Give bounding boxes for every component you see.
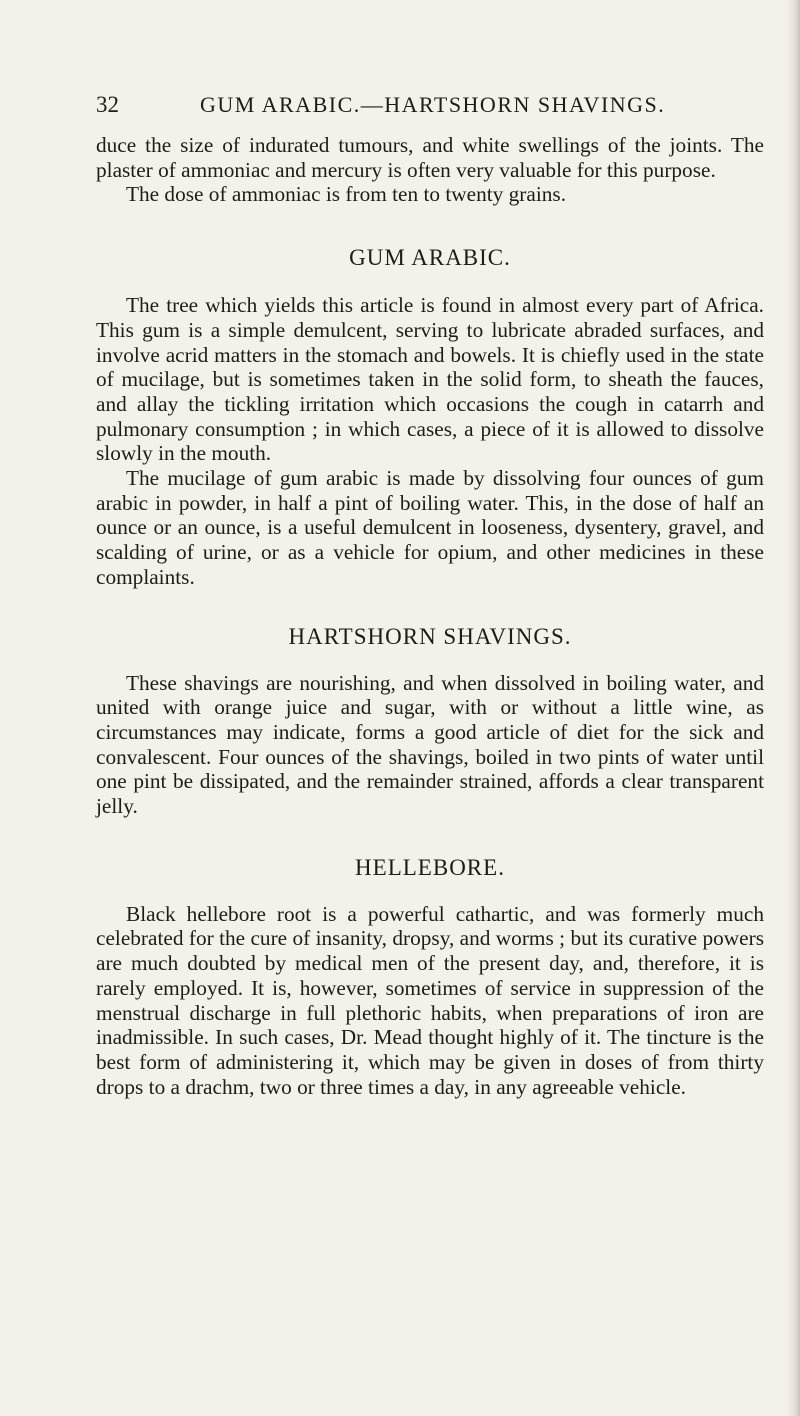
section-heading-hellebore: HELLEBORE.	[355, 854, 505, 880]
page-number: 32	[96, 92, 119, 117]
running-head	[96, 92, 696, 122]
gum-arabic-paragraph-2: The mucilage of gum arabic is made by dissolving four ounces of gum arabic in powder, in half a pint of boiling water. This, in the dose of half an ounce or an ounce, is a useful demulcent in looseness, dysentery, gravel, and scalding of urine, or as a vehicle for opium, and other medicines in these complaints.	[96, 466, 764, 589]
hellebore-paragraph: Black hellebore root is a powerful cathartic, and was formerly much celebrated for the cure of insanity, dropsy, and worms ; but its curative powers are much doubted by medical men of the present day, and, therefore, it is rarely employed. It is, however, sometimes of service in suppression of the menstrual discharge in full plethoric habits, when preparations of iron are inadmissible. In such cases, Dr. Mead thought highly of it. The tincture is the best form of administering it, which may be given in doses of from thirty drops to a drachm, two or three times a day, in any agreeable vehicle.	[96, 901, 764, 1099]
running-head-title: GUM ARABIC.—HARTSHORN SHAVINGS.	[200, 92, 666, 117]
gum-arabic-paragraph-1: The tree which yields this article is found in almost every part of Africa. This gum is a simple demulcent, serving to lubricate abraded surfaces, and involve acrid matters in the stomach and bowels. It is chiefly used in the state of mucilage, but is sometimes taken in the solid form, to sheath the fauces, and allay the tickling irritation which occasions the cough in catarrh and pulmonary consumption ; in which cases, a piece of it is allowed to dissolve slowly in the mouth.	[96, 293, 764, 466]
hartshorn-paragraph: These shavings are nourishing, and when dissolved in boiling water, and united with orange juice and sugar, with or without a little wine, as circumstances may indicate, forms a good article of diet for the sick and convalescent. Four ounces of the shavings, boiled in two pints of water until one pint be dissipated, and the remainder strained, affords a clear transparent jelly.	[96, 670, 764, 819]
page-edge-shadow	[786, 0, 800, 1416]
page-content	[96, 133, 764, 1099]
dose-paragraph: The dose of ammoniac is from ten to twenty grains.	[126, 182, 567, 207]
intro-paragraph: duce the size of indurated tumours, and white swellings of the joints. The plaster of ammoniac and mercury is often very valuable for this purpose.	[96, 133, 764, 182]
section-heading-hartshorn-shavings: HARTSHORN SHAVINGS.	[288, 623, 572, 649]
section-heading-gum-arabic: GUM ARABIC.	[349, 245, 511, 271]
